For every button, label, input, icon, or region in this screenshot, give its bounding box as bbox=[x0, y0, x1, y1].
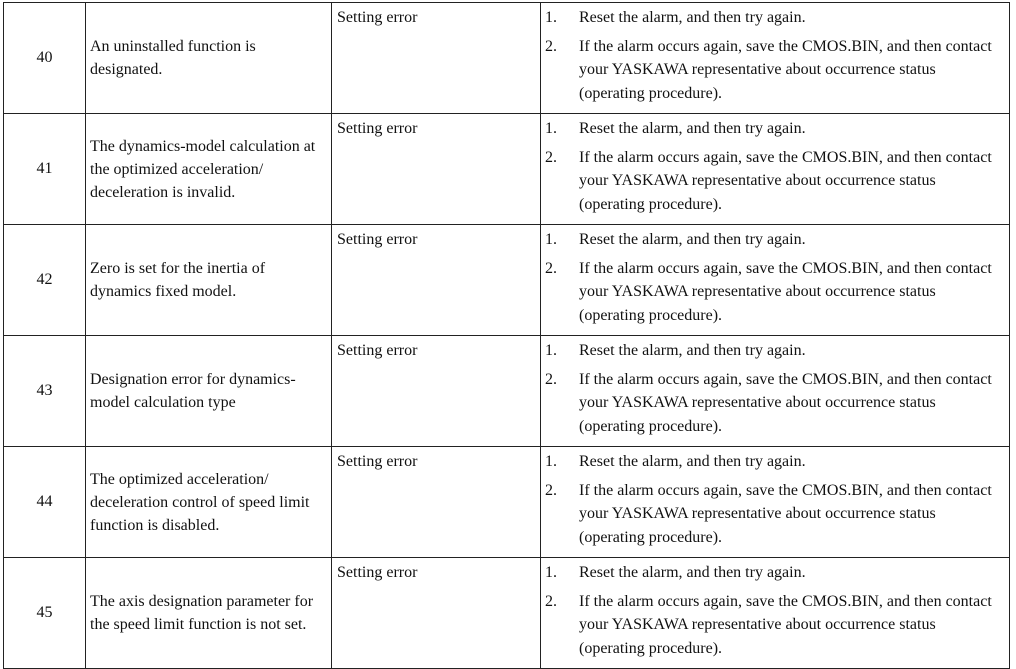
alarm-code: 42 bbox=[4, 225, 86, 336]
table-row bbox=[4, 336, 1010, 447]
alarm-type: Setting error bbox=[332, 225, 541, 336]
remedy-step bbox=[541, 590, 1001, 661]
step-text: If the alarm occurs again, save the CMOS.BIN, and then contact your YASKAWA representative about occurrence status (operating procedure). bbox=[579, 37, 992, 102]
remedy-cell bbox=[541, 3, 1010, 114]
table-row bbox=[4, 3, 1010, 114]
step-text: If the alarm occurs again, save the CMOS.BIN, and then contact your YASKAWA representative about occurrence status (operating procedure). bbox=[579, 592, 992, 657]
step-number: 2. bbox=[545, 481, 557, 499]
step-number: 2. bbox=[545, 592, 557, 610]
step-number: 1. bbox=[545, 231, 557, 248]
alarm-code: 41 bbox=[4, 114, 86, 225]
alarm-description: The dynamics-model calculation at the optimized acceleration/ deceleration is invalid. bbox=[86, 114, 332, 225]
alarm-description: The optimized acceleration/ deceleration control of speed limit function is disabled. bbox=[86, 447, 332, 558]
step-text: If the alarm occurs again, save the CMOS.BIN, and then contact your YASKAWA representative about occurrence status (operating procedure). bbox=[579, 148, 992, 213]
step-text: If the alarm occurs again, save the CMOS.BIN, and then contact your YASKAWA representative about occurrence status (operating procedure). bbox=[579, 370, 992, 435]
step-number: 2. bbox=[545, 37, 557, 55]
remedy-cell bbox=[541, 447, 1010, 558]
step-number: 2. bbox=[545, 259, 557, 277]
table-row bbox=[4, 114, 1010, 225]
alarm-code: 44 bbox=[4, 447, 86, 558]
remedy-step bbox=[541, 339, 1001, 363]
alarm-description: The axis designation parameter for the speed limit function is not set. bbox=[86, 558, 332, 669]
remedy-step bbox=[541, 6, 1001, 30]
alarm-type: Setting error bbox=[332, 3, 541, 114]
step-number: 2. bbox=[545, 370, 557, 388]
alarm-description: Zero is set for the inertia of dynamics fixed model. bbox=[86, 225, 332, 336]
alarm-description: Designation error for dynamics-model calculation type bbox=[86, 336, 332, 447]
remedy-step bbox=[541, 450, 1001, 474]
alarm-code: 45 bbox=[4, 558, 86, 669]
remedy-step bbox=[541, 35, 1001, 106]
alarm-type: Setting error bbox=[332, 336, 541, 447]
step-number: 1. bbox=[545, 564, 557, 581]
alarm-description: An uninstalled function is designated. bbox=[86, 3, 332, 114]
remedy-step bbox=[541, 479, 1001, 550]
alarm-type: Setting error bbox=[332, 447, 541, 558]
remedy-cell bbox=[541, 225, 1010, 336]
remedy-step bbox=[541, 117, 1001, 141]
step-number: 1. bbox=[545, 120, 557, 137]
step-number: 2. bbox=[545, 148, 557, 166]
alarm-code: 40 bbox=[4, 3, 86, 114]
step-text: Reset the alarm, and then try again. bbox=[579, 453, 806, 470]
remedy-cell bbox=[541, 558, 1010, 669]
remedy-cell bbox=[541, 336, 1010, 447]
remedy-step bbox=[541, 368, 1001, 439]
remedy-step bbox=[541, 257, 1001, 328]
step-number: 1. bbox=[545, 342, 557, 359]
alarm-table bbox=[3, 2, 1010, 669]
step-text: Reset the alarm, and then try again. bbox=[579, 231, 806, 248]
step-number: 1. bbox=[545, 9, 557, 26]
remedy-step bbox=[541, 228, 1001, 252]
alarm-type: Setting error bbox=[332, 558, 541, 669]
alarm-table-body bbox=[4, 3, 1010, 669]
step-number: 1. bbox=[545, 453, 557, 470]
table-row bbox=[4, 447, 1010, 558]
step-text: Reset the alarm, and then try again. bbox=[579, 9, 806, 26]
remedy-step bbox=[541, 561, 1001, 585]
step-text: Reset the alarm, and then try again. bbox=[579, 120, 806, 137]
step-text: Reset the alarm, and then try again. bbox=[579, 564, 806, 581]
table-row bbox=[4, 225, 1010, 336]
step-text: Reset the alarm, and then try again. bbox=[579, 342, 806, 359]
remedy-step bbox=[541, 146, 1001, 217]
alarm-type: Setting error bbox=[332, 114, 541, 225]
remedy-cell bbox=[541, 114, 1010, 225]
step-text: If the alarm occurs again, save the CMOS.BIN, and then contact your YASKAWA representative about occurrence status (operating procedure). bbox=[579, 259, 992, 324]
alarm-code: 43 bbox=[4, 336, 86, 447]
table-row bbox=[4, 558, 1010, 669]
step-text: If the alarm occurs again, save the CMOS.BIN, and then contact your YASKAWA representative about occurrence status (operating procedure). bbox=[579, 481, 992, 546]
